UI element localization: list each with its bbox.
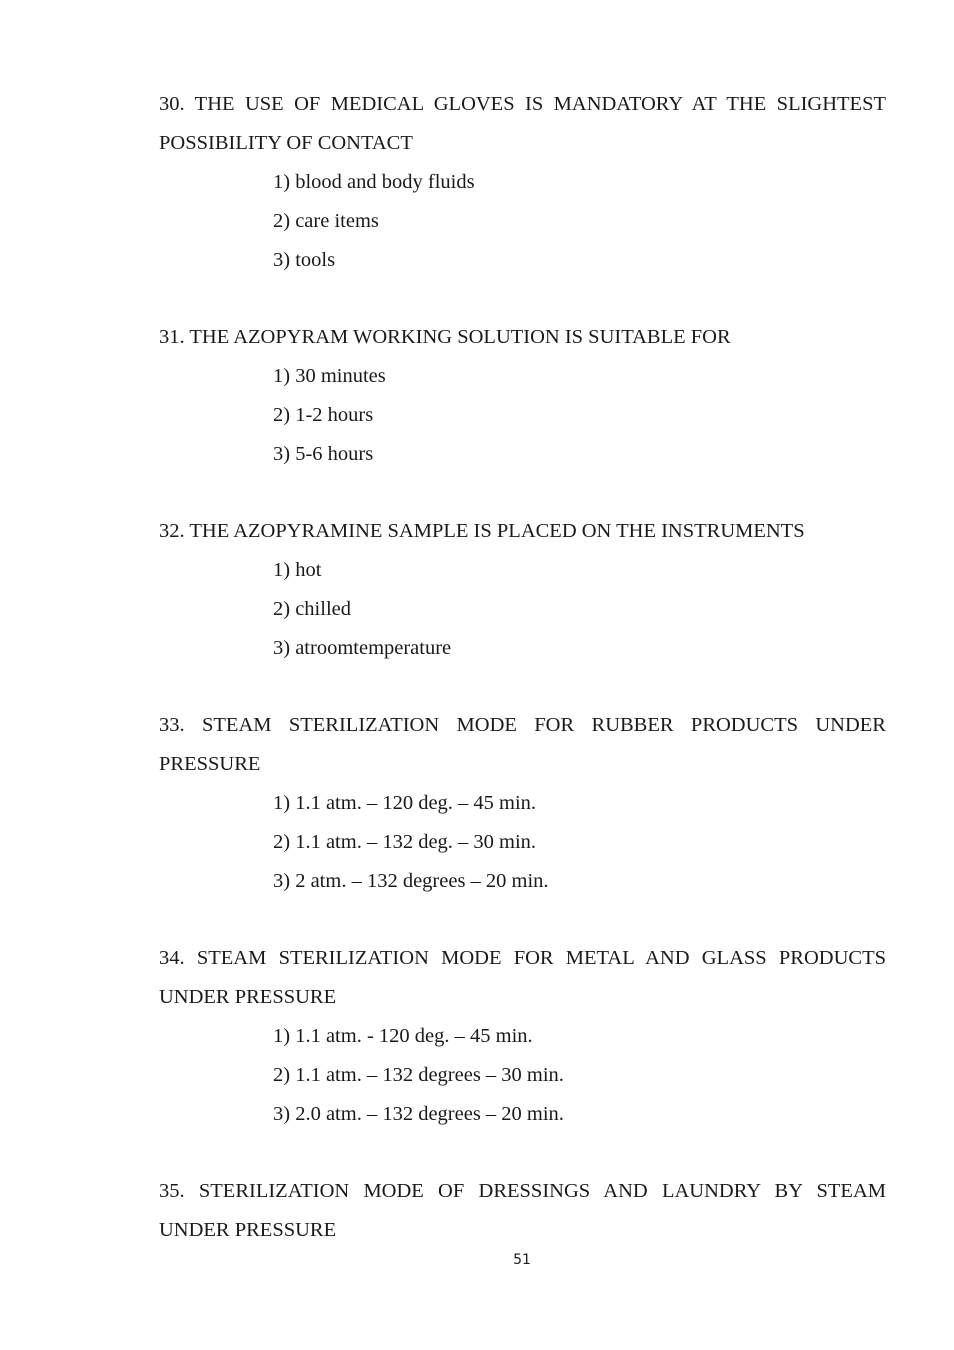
answer-options — [159, 163, 886, 280]
answer-option: 1) 1.1 atm. – 120 deg. – 45 min. — [273, 792, 537, 814]
answer-option: 1) hot — [273, 559, 322, 581]
question-30 — [159, 85, 886, 280]
page-number: 51 — [513, 1252, 531, 1268]
answer-option: 2) 1-2 hours — [273, 404, 374, 426]
answer-option: 2) 1.1 atm. – 132 degrees – 30 min. — [273, 1064, 564, 1086]
question-list — [159, 85, 886, 1250]
question-text: 33. STEAM STERILIZATION MODE FOR RUBBER PRODUCTS UNDER PRESSURE — [159, 714, 886, 775]
answer-option: 1) 30 minutes — [273, 365, 386, 387]
question-33 — [159, 706, 886, 901]
answer-option: 3) 2 atm. – 132 degrees – 20 min. — [273, 870, 549, 892]
answer-option: 3) atroomtemperature — [273, 637, 452, 659]
question-text: 34. STEAM STERILIZATION MODE FOR METAL AND GLASS PRODUCTS UNDER PRESSURE — [159, 947, 886, 1008]
answer-option: 3) 2.0 atm. – 132 degrees – 20 min. — [273, 1103, 564, 1125]
question-text: 31. THE AZOPYRAM WORKING SOLUTION IS SUITABLE FOR — [159, 326, 731, 348]
answer-option: 2) chilled — [273, 598, 351, 620]
answer-option: 3) 5-6 hours — [273, 443, 374, 465]
answer-option: 1) 1.1 atm. - 120 deg. – 45 min. — [273, 1025, 533, 1047]
question-text: 35. STERILIZATION MODE OF DRESSINGS AND LAUNDRY BY STEAM UNDER PRESSURE — [159, 1180, 886, 1241]
question-35 — [159, 1172, 886, 1250]
question-34 — [159, 939, 886, 1134]
answer-options — [159, 1017, 886, 1134]
answer-option: 2) 1.1 atm. – 132 deg. – 30 min. — [273, 831, 537, 853]
answer-option: 2) care items — [273, 210, 379, 232]
answer-option: 1) blood and body fluids — [273, 171, 475, 193]
answer-options — [159, 551, 886, 668]
spacer — [159, 474, 886, 512]
question-text: 32. THE AZOPYRAMINE SAMPLE IS PLACED ON THE INSTRUMENTS — [159, 520, 805, 542]
answer-options — [159, 784, 886, 901]
spacer — [159, 668, 886, 706]
question-32 — [159, 512, 886, 668]
answer-option: 3) tools — [273, 249, 336, 271]
question-text: 30. THE USE OF MEDICAL GLOVES IS MANDATORY AT THE SLIGHTEST POSSIBILITY OF CONTACT — [159, 93, 886, 154]
question-31 — [159, 318, 886, 474]
spacer — [159, 280, 886, 318]
spacer — [159, 901, 886, 939]
spacer — [159, 1134, 886, 1172]
answer-options — [159, 357, 886, 474]
